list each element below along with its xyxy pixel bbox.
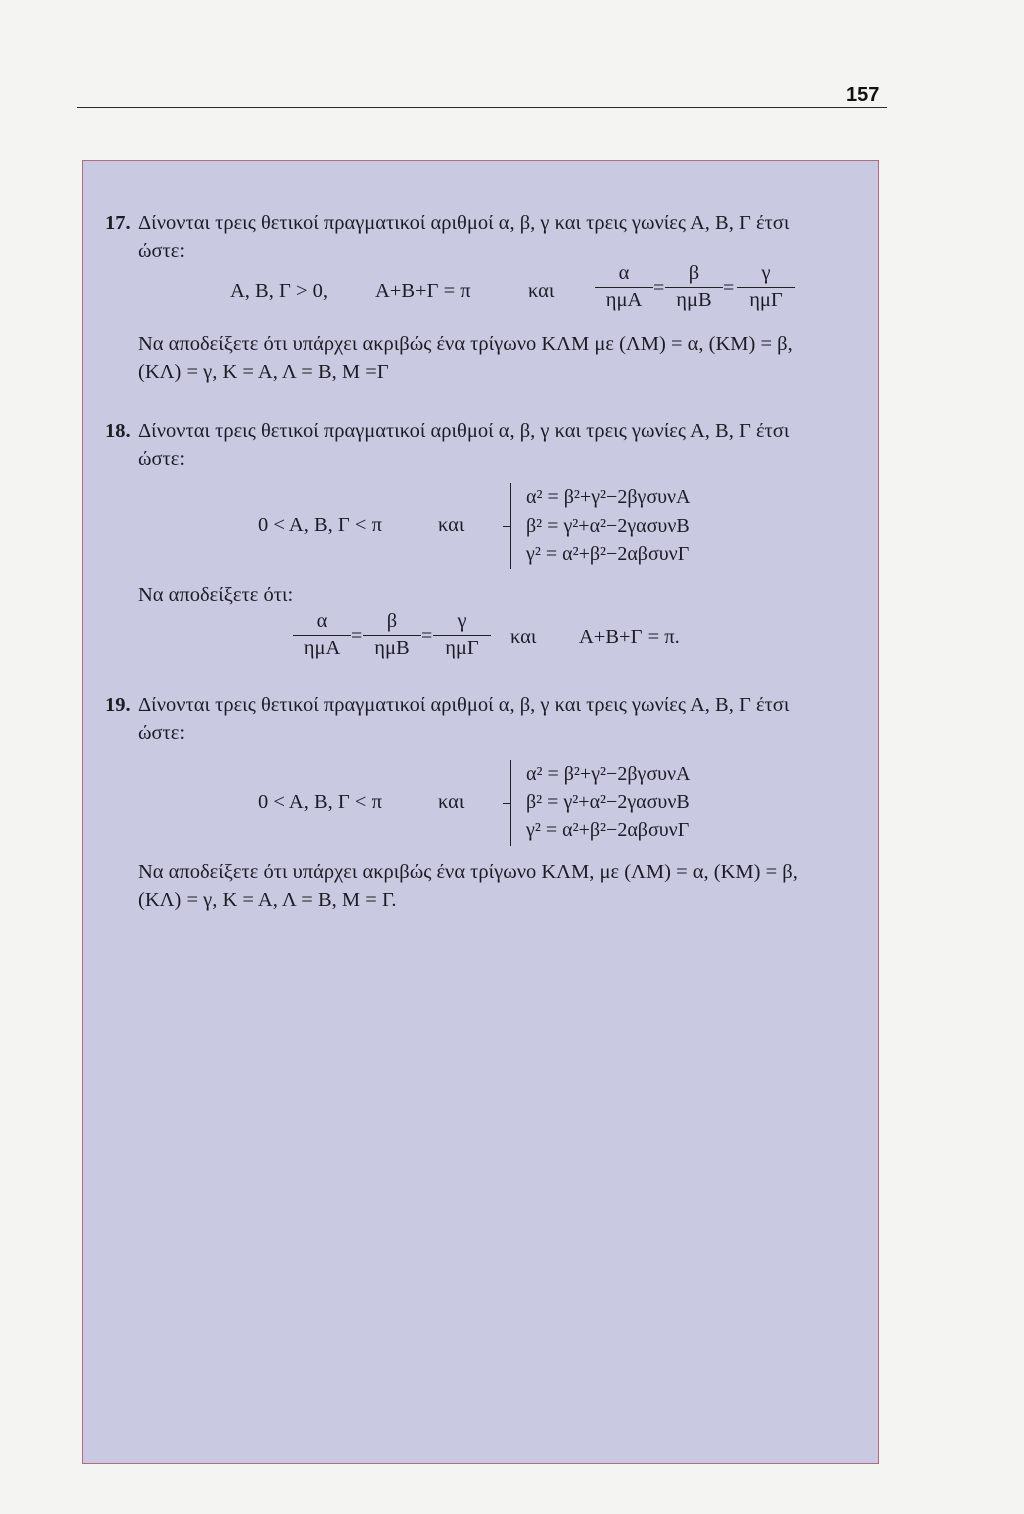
fraction-numerator: α [316, 610, 328, 632]
fraction-bar [433, 635, 491, 636]
system-equation: β² = γ²+α²−2γασυνΒ [526, 515, 690, 537]
system-brace [510, 760, 522, 846]
angle-range-condition: 0 < Α, Β, Γ < π [258, 791, 382, 813]
system-equation: α² = β²+γ²−2βγσυνΑ [526, 763, 691, 785]
page-number: 157 [846, 84, 880, 106]
conjunction: και [528, 280, 555, 302]
problem-intro: Δίνονται τρεις θετικοί πραγματικοί αριθμοί α, β, γ και τρεις γωνίες Α, Β, Γ έτσι [138, 694, 790, 716]
fraction-denominator: ημΒ [374, 637, 410, 659]
equals-sign: = [723, 277, 735, 299]
system-equation: γ² = α²+β²−2αβσυνΓ [526, 819, 690, 841]
angle-sum-result: Α+Β+Γ = π. [579, 626, 680, 648]
fraction-numerator: β [386, 610, 398, 632]
fraction-denominator: ημΑ [605, 289, 643, 311]
conjunction: και [510, 626, 537, 648]
equals-sign: = [653, 277, 665, 299]
problem-number: 19. [105, 694, 131, 716]
problem-number: 17. [105, 212, 131, 234]
problem-intro-cont: ώστε: [138, 240, 186, 262]
fraction-bar [363, 635, 421, 636]
fraction-bar [737, 287, 795, 288]
problem-intro-cont: ώστε: [138, 722, 186, 744]
angle-sum-condition: Α+Β+Γ = π [375, 280, 471, 302]
positivity-condition: Α, Β, Γ > 0, [230, 280, 329, 302]
system-equation: γ² = α²+β²−2αβσυνΓ [526, 543, 690, 565]
exercises-panel [82, 160, 879, 1464]
problem-intro-cont: ώστε: [138, 448, 186, 470]
problem-claim: Να αποδείξετε ότι υπάρχει ακριβώς ένα τρίγωνο ΚΛΜ με (ΛΜ) = α, (ΚΜ) = β, [138, 333, 793, 355]
fraction-numerator: γ [457, 610, 467, 632]
fraction-denominator: ημΓ [445, 637, 479, 659]
problem-claim-cont: (ΚΛ) = γ, Κ = Α, Λ = Β, Μ = Γ. [138, 889, 397, 911]
fraction-denominator: ημΑ [303, 637, 341, 659]
problem-claim: Να αποδείξετε ότι: [138, 584, 294, 606]
fraction-bar [665, 287, 723, 288]
problem-intro: Δίνονται τρεις θετικοί πραγματικοί αριθμοί α, β, γ και τρεις γωνίες Α, Β, Γ έτσι [138, 420, 790, 442]
fraction-numerator: β [688, 262, 700, 284]
fraction-bar [293, 635, 351, 636]
fraction-bar [595, 287, 653, 288]
system-brace [510, 483, 522, 569]
fraction-numerator: γ [761, 262, 771, 284]
header-rule [77, 107, 887, 108]
conjunction: και [438, 514, 465, 536]
fraction-denominator: ημΓ [749, 289, 783, 311]
equals-sign: = [351, 625, 363, 647]
system-equation: β² = γ²+α²−2γασυνΒ [526, 791, 690, 813]
problem-claim-cont: (ΚΛ) = γ, Κ = Α, Λ = Β, Μ =Γ [138, 361, 389, 383]
angle-range-condition: 0 < Α, Β, Γ < π [258, 514, 382, 536]
fraction-denominator: ημΒ [676, 289, 712, 311]
system-equation: α² = β²+γ²−2βγσυνΑ [526, 486, 691, 508]
problem-intro: Δίνονται τρεις θετικοί πραγματικοί αριθμοί α, β, γ και τρεις γωνίες Α, Β, Γ έτσι [138, 212, 790, 234]
problem-claim: Να αποδείξετε ότι υπάρχει ακριβώς ένα τρίγωνο ΚΛΜ, με (ΛΜ) = α, (ΚΜ) = β, [138, 861, 798, 883]
conjunction: και [438, 791, 465, 813]
problem-number: 18. [105, 420, 131, 442]
fraction-numerator: α [618, 262, 630, 284]
equals-sign: = [421, 625, 433, 647]
